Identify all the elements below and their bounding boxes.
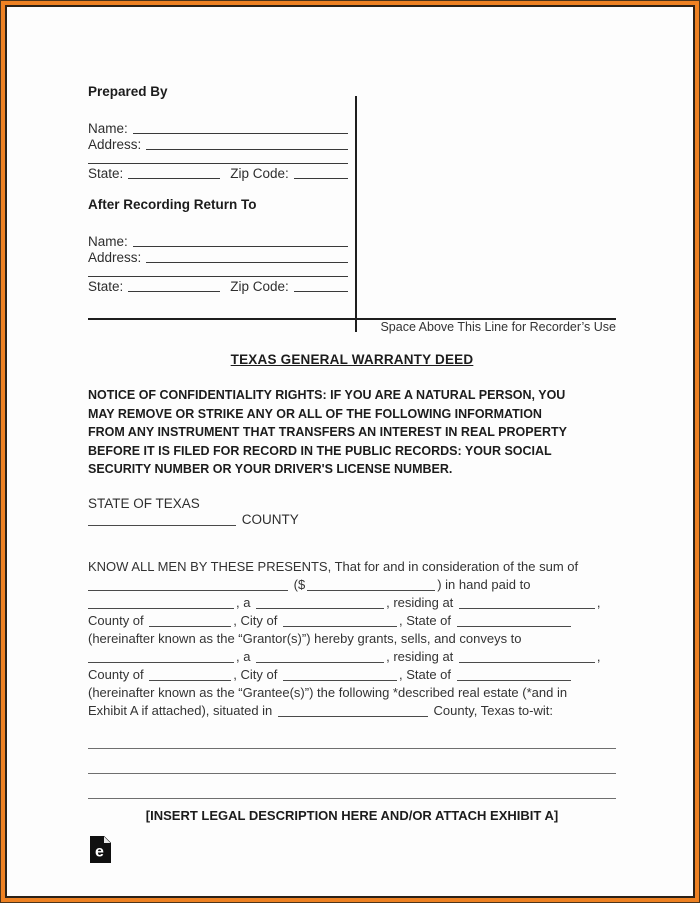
deed-body-line bbox=[88, 666, 616, 684]
deed-body-line bbox=[88, 648, 616, 666]
grantor-clause-text: (hereinafter known as the “Grantor(s)”) hereby grants, sells, and conveys to bbox=[88, 630, 522, 646]
prepared-by-state-zip-row bbox=[88, 164, 348, 181]
state-blank-line bbox=[128, 291, 220, 292]
county-of-text: County of bbox=[88, 612, 144, 628]
grantee-city-blank bbox=[283, 669, 397, 681]
name-blank-line bbox=[133, 246, 348, 247]
opening-text: KNOW ALL MEN BY THESE PRESENTS, That for and in consideration of the sum of bbox=[88, 558, 579, 574]
amount-close-text: ) in hand paid to bbox=[437, 576, 531, 592]
grantee-state-blank bbox=[457, 669, 571, 681]
grantor-entity-type-blank bbox=[256, 597, 384, 609]
city-of-text: , City of bbox=[233, 612, 278, 628]
legal-description-blank-line bbox=[88, 748, 616, 749]
legal-description-placeholder: [INSERT LEGAL DESCRIPTION HERE AND/OR ATTACH EXHIBIT A] bbox=[145, 807, 559, 823]
address-label: Address: bbox=[88, 137, 142, 152]
address-continuation-blank-line bbox=[88, 265, 348, 277]
legal-description-blank-line bbox=[88, 798, 616, 799]
deed-title: TEXAS GENERAL WARRANTY DEED bbox=[230, 352, 474, 367]
notice-line: BEFORE IT IS FILED FOR RECORD IN THE PUBLIC RECORDS: YOUR SOCIAL bbox=[88, 443, 552, 458]
page-content bbox=[88, 7, 616, 866]
deed-body-line bbox=[88, 630, 616, 648]
state-label: State: bbox=[88, 166, 124, 181]
grantee-name-blank bbox=[88, 651, 234, 663]
prepared-by-block bbox=[88, 84, 348, 181]
grantor-name-blank bbox=[88, 597, 234, 609]
situated-pre-text: Exhibit A if attached), situated in bbox=[88, 702, 273, 718]
county-suffix-label: COUNTY bbox=[241, 511, 299, 527]
comma-a-text: , a bbox=[236, 648, 251, 664]
return-to-block bbox=[88, 197, 348, 294]
return-to-state-zip-row bbox=[88, 277, 348, 294]
county-line bbox=[88, 512, 616, 529]
amount-open-text: ($ bbox=[293, 576, 306, 592]
notice-line: MAY REMOVE OR STRIKE ANY OR ALL OF THE FOLLOWING INFORMATION bbox=[88, 406, 542, 421]
prepared-by-heading: Prepared By bbox=[88, 84, 168, 99]
confidentiality-notice bbox=[88, 386, 616, 479]
county-of-text: County of bbox=[88, 666, 144, 682]
residing-at-text: , residing at bbox=[386, 594, 454, 610]
deed-body-line bbox=[88, 684, 616, 702]
return-to-name-row bbox=[88, 233, 348, 249]
grantor-state-blank bbox=[457, 615, 571, 627]
eforms-logo-icon bbox=[90, 836, 111, 863]
city-of-text: , City of bbox=[233, 666, 278, 682]
grantor-county-blank bbox=[149, 615, 231, 627]
address-blank-line bbox=[146, 262, 348, 263]
grantee-county-blank bbox=[149, 669, 231, 681]
comma-text: , bbox=[596, 594, 601, 610]
address-continuation-blank-line bbox=[88, 152, 348, 164]
state-of-text: , State of bbox=[398, 612, 452, 628]
grantor-city-blank bbox=[283, 615, 397, 627]
consideration-amount-blank bbox=[307, 579, 435, 591]
grantee-clause-text: (hereinafter known as the “Grantee(s)”) the following *described real estate (*and in bbox=[88, 684, 568, 700]
name-label: Name: bbox=[88, 121, 128, 136]
deed-body-line bbox=[88, 612, 616, 630]
deed-body-line bbox=[88, 558, 616, 576]
grantor-street-blank bbox=[459, 597, 595, 609]
return-to-heading: After Recording Return To bbox=[88, 197, 257, 212]
situated-post-text: County, Texas to-wit: bbox=[433, 702, 553, 718]
notice-line: FROM ANY INSTRUMENT THAT TRANSFERS AN INTEREST IN REAL PROPERTY bbox=[88, 425, 567, 439]
recorder-use-note: Space Above This Line for Recorder’s Use bbox=[380, 320, 616, 334]
deed-page bbox=[5, 5, 695, 898]
grantee-street-blank bbox=[459, 651, 595, 663]
residing-at-text: , residing at bbox=[386, 648, 454, 664]
state-of-text: , State of bbox=[398, 666, 452, 682]
svg-text:e: e bbox=[95, 843, 104, 860]
return-to-address-row bbox=[88, 249, 348, 265]
deed-body-line bbox=[88, 594, 616, 612]
deed-body-paragraph bbox=[88, 558, 616, 720]
property-county-blank bbox=[278, 705, 428, 717]
deed-body-line bbox=[88, 576, 616, 594]
zip-blank-line bbox=[294, 178, 348, 179]
name-blank-line bbox=[133, 133, 348, 134]
prepared-by-address-row bbox=[88, 136, 348, 152]
state-label: State: bbox=[88, 279, 124, 294]
zip-code-label: Zip Code: bbox=[230, 279, 289, 294]
state-blank-line bbox=[128, 178, 220, 179]
state-of-texas-line: STATE OF TEXAS bbox=[88, 495, 200, 511]
name-label: Name: bbox=[88, 234, 128, 249]
consideration-words-blank bbox=[88, 579, 288, 591]
deed-body-line bbox=[88, 702, 616, 720]
comma-a-text: , a bbox=[236, 594, 251, 610]
zip-code-label: Zip Code: bbox=[230, 166, 289, 181]
address-blank-line bbox=[146, 149, 348, 150]
address-label: Address: bbox=[88, 250, 142, 265]
prepared-by-name-row bbox=[88, 120, 348, 136]
county-name-blank bbox=[88, 514, 236, 526]
notice-line: NOTICE OF CONFIDENTIALITY RIGHTS: IF YOU ARE A NATURAL PERSON, YOU bbox=[88, 388, 566, 402]
notice-line: SECURITY NUMBER OR YOUR DRIVER'S LICENSE NUMBER. bbox=[88, 462, 453, 476]
grantee-entity-type-blank bbox=[256, 651, 384, 663]
comma-text: , bbox=[596, 648, 601, 664]
zip-blank-line bbox=[294, 291, 348, 292]
legal-description-blank-line bbox=[88, 773, 616, 774]
